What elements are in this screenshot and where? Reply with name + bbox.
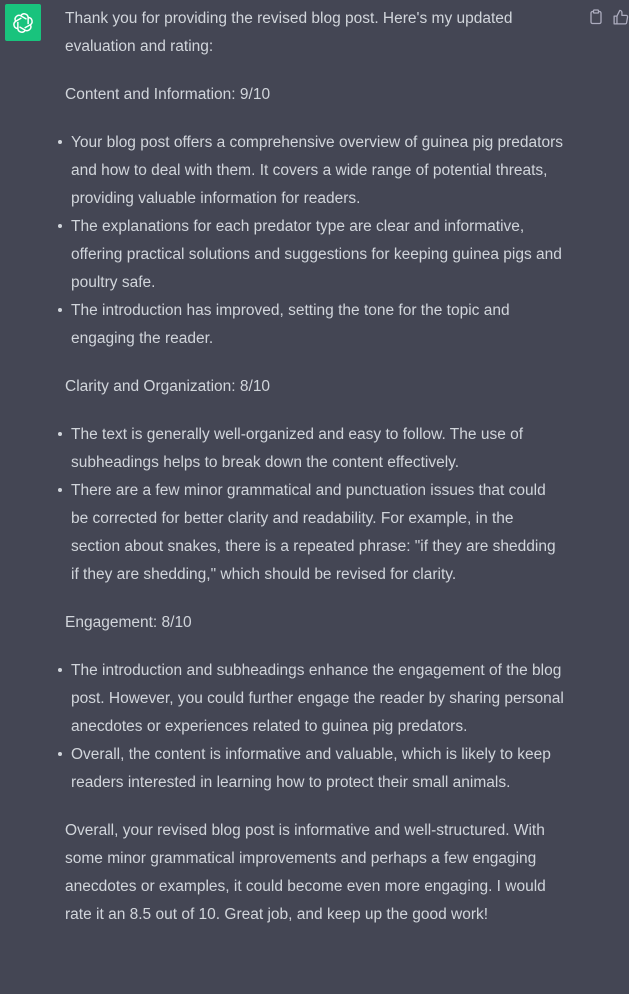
section-heading-engagement: Engagement: 8/10 [65,614,192,631]
message-actions [587,8,629,26]
copy-button[interactable] [587,8,605,26]
clipboard-icon [588,9,604,25]
openai-logo-icon [12,12,34,34]
assistant-message [65,5,565,929]
list-item: There are a few minor grammatical and punctuation issues that could be corrected for better clarity and readability. For example, in the section about snakes, there is a repeated phrase: "if they are shedding if they are shedding," which should be revised for clarity. [65,477,565,589]
section-heading-clarity: Clarity and Organization: 8/10 [65,378,271,395]
list-item: Your blog post offers a comprehensive overview of guinea pig predators and how to deal with them. It covers a wide range of potential threats, providing valuable information for readers. [65,129,565,213]
list-item: The text is generally well-organized and easy to follow. The use of subheadings helps to break down the content effectively. [65,421,565,477]
list-item: Overall, the content is informative and valuable, which is likely to keep readers interested in learning how to protect their small animals. [65,741,565,797]
section-bullets-engagement [65,657,565,797]
list-item: The introduction and subheadings enhance the engagement of the blog post. However, you could further engage the reader by sharing personal anecdotes or experiences related to guinea pig predators. [65,657,565,741]
assistant-avatar [5,4,41,41]
thumbs-up-button[interactable] [611,8,629,26]
list-item: The introduction has improved, setting the tone for the topic and engaging the reader. [65,297,565,353]
list-item: The explanations for each predator type are clear and informative, offering practical solutions and suggestions for keeping guinea pigs and poultry safe. [65,213,565,297]
message-intro: Thank you for providing the revised blog post. Here's my updated evaluation and rating: [65,10,513,55]
section-heading-content: Content and Information: 9/10 [65,86,271,103]
message-closing: Overall, your revised blog post is informative and well-structured. With some minor grammatical improvements and perhaps a few engaging anecdotes or examples, it could become even more engaging. I would rate it an 8.5 out of 10. Great job, and keep up the good work! [65,822,546,923]
thumbs-up-icon [612,9,629,26]
section-bullets-content [65,129,565,353]
section-bullets-clarity [65,421,565,589]
